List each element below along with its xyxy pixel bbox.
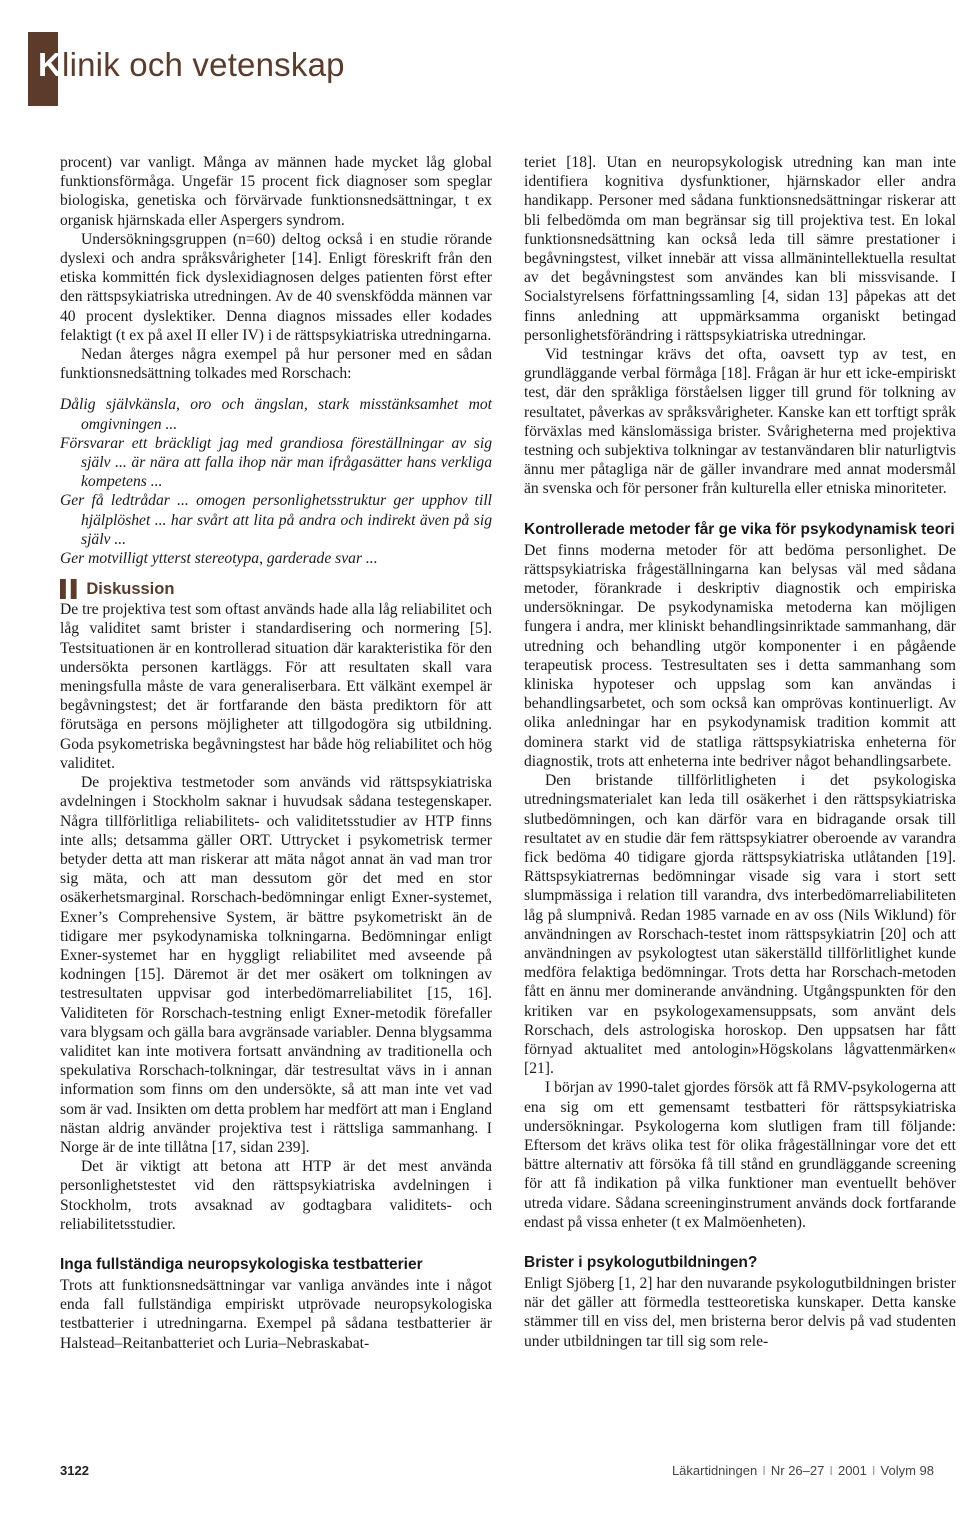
- paragraph: Den bristande tillförlitligheten i det psykologiska utredningsmaterialet kan leda till osäkerhet i den rättspsykiatriska slutbedömningen, och kan därför vara en bidragande orsak till resultatet av en studie där fem rättspsykiatrer oberoende av varandra fick bedöma 40 tidigare gjorda rättspsykiatriska utlåtanden [19]. Rättspsykiatrernas bedömningar visade sig vara i stort sett slumpmässiga i relation till varandra, dvs interbedömarreliabiliteten låg på slumpnivå. Redan 1985 varnade en av oss (Nils Wiklund) för användningen av Rorschach-testet inom rättspsykiatrin [20] och att användningen av psykologtest utan säkerställd tillförlitlighet kunde medföra felaktiga bedömningar. Trots detta har Rorschach-metoden fått en ännu mer dominerande användning. Utgångspunkten för den kritiken var en psykologexamensuppsats, som använt dels Rorschach, dels astrologiska horoskop. Den uppsatsen har fått förnyad aktualitet med antologin»Högskolans lågvattenmärken« [21].: [524, 772, 956, 1078]
- section-title-rest: linik och vetenskap: [62, 46, 345, 83]
- subheading: Brister i psykologutbildningen?: [524, 1253, 758, 1271]
- paragraph: Vid testningar krävs det ofta, oavsett typ av test, en grundläggande verbal förmåga [18]. Frågan är hur ett icke-empiriskt test, där den språkliga förståelsen ligger till grund för tolkning av resultatet, påverkas av språksvårigheter. Kanske kan ett torftigt språk förväxlas med känslomässiga brister. Svårigheterna med projektiva testning och subjektiva tolkningar av testanvändaren blir naturligtvis ännu mer påtagliga när de gäller invandrare med annat modersmål än svenska och för personer från kulturella eller etniska minoriteter.: [524, 346, 956, 498]
- paragraph: Trots att funktionsnedsättningar var vanliga användes inte i något enda fall fullständiga empiriskt utprövade neuropsykologiska testbatterier i utredningarna. Exempel på sådana testbatterier är Halstead–Reitanbatteriet och Luria–Nebraskabat-: [60, 1276, 492, 1352]
- year: 2001: [837, 1463, 867, 1478]
- heading-text: Diskussion: [86, 580, 175, 599]
- quote-list: [60, 395, 492, 568]
- separator: I: [829, 1463, 833, 1478]
- page-number: 3122: [60, 1463, 89, 1478]
- subheading: Inga fullständiga neuropsykologiska testbatterier: [60, 1255, 423, 1273]
- separator: I: [762, 1463, 766, 1478]
- paragraph: Det är viktigt att betona att HTP är det mest använda personlighetstestet vid den rättspsykiatriska avdelningen i Stockholm, trots avsaknad av godtagbara validitets- och reliabilitetsstudier.: [60, 1158, 492, 1233]
- separator: I: [871, 1463, 876, 1478]
- quote-item: Ger få ledtrådar ... omogen personlighetsstruktur ger upphov till hjälplöshet ... har svårt att lita på andra och indirekt även på sig själv ...: [60, 492, 492, 548]
- subheading: Kontrollerade metoder får ge vika för psykodynamisk teori: [524, 520, 955, 538]
- quote-item: Ger motvilligt ytterst stereotypa, garderade svar ...: [60, 550, 378, 568]
- paragraph: Undersökningsgruppen (n=60) deltog också i en studie rörande dyslexi och andra språksvårigheter [14]. Enligt föreskrift från den etiska kommittén fick dyslexidiagnosen delges patienten först efter den rättspsykiatriska utredningen. Av de 40 svenskfödda männen var 40 procent dyslektiker. Denna diagnos missades eller kodades felaktigt (t ex på axel II eller IV) i de rättspsykiatriska utredningarna.: [60, 230, 492, 344]
- paragraph: De tre projektiva test som oftast används hade alla låg reliabilitet och låg validitet samt brister i standardisering och normering [5]. Testsituationen är en kontrollerad situation där karakteristika för den undersökta personen kartläggs. För att resultaten skall vara meningsfulla måste de vara generaliserbara. Ett välkänt exempel är begåvningstest; det är fortfarande den bästa prediktorn för att förutsäga en persons möjligheter att tillgodogöra sig utbildning. Goda psykometriska begåvningstest har både hög reliabilitet och hög validitet.: [60, 601, 492, 772]
- volume: Volym 98: [880, 1463, 934, 1478]
- paragraph: I början av 1990-talet gjordes försök att få RMV-psykologerna att ena sig om ett gemensamt testbatteri för rättspsykiatriska undersökningar. Psykologerna kom slutligen fram till följande: Eftersom det krävs olika test för olika frågeställningar vore det ett bättre alternativ att försöka få till stånd en grundläggande screening för att få indikation på vilka funktioner man eventuellt behöver utreda vidare. Sådana screeninginstrument används dock fortfarande endast på vissa enheter (t ex Malmöenheten).: [524, 1079, 956, 1231]
- paragraph: De projektiva testmetoder som används vid rättspsykiatriska avdelningen i Stockholm saknar i huvudsak sådana testegenskaper. Några tillförlitliga reliabilitets- och validitetsstudier av HTP finns inte alls; detsamma gäller ORT. Uttrycket i psykometrisk termer betyder detta att man riskerar att mäta något annat än vad man tror sig mäta, och att man dessutom gör det med en stor osäkerhetsmarginal. Rorschach-bedömningar enligt Exner-systemet, Exner’s Comprehensive System, är bättre psykometriskt än de tidigare mer psykodynamiska tolkningarna. Bedömningar enligt Exner-systemet har en hyggligt reliabilitet med avseende på kodningen [15]. Däremot är det mer osäkert om tolkningen av testresultaten uppvisar god interbedömarreliabilitet [15, 16]. Validiteten för Rorschach-testning enligt Exner-metodik förefaller vara blygsam och gälla bara avgränsade variabler. Denna blygsamma validitet kan inte motivera fortsatt användning av traditionella och spekulativa Rorschach-tolkningar, där testresultat vävs in i annan information som finns om den undersökte, så att man inte vet vad som är vad. Insikten om detta problem har medfört att man i England nästan aldrig använder projektiva test i rättsliga sammanhang. I Norge är de inte tillåtna [17, sidan 239].: [60, 774, 492, 1156]
- heading-bars-icon: ▌▌: [60, 580, 82, 599]
- paragraph: Det finns moderna metoder för att bedöma personlighet. De rättspsykiatriska frågeställningarna kan belysas väl med sådana metoder, förankrade i deskriptiv diagnostik och empiriska undersökningar. De psykodynamiska metoderna kan möjligen fungera i andra, mer kliniskt behandlingsinriktade sammanhang, där utredning och behandling utgör komponenter i en pågående terapeutisk process. Testresultaten ses i detta sammanhang som kliniska hypoteser och uppslag som kan användas i behandlingsarbetet, och som också kan omprövas kontinuerligt. Av olika anledningar har en psykodynamisk tradition kommit att dominera starkt vid de statliga rättspsykiatriska enheterna för diagnostik, trots att enheterna inte bedriver något behandlingsarbete.: [524, 541, 956, 770]
- journal-info: [672, 1463, 934, 1478]
- quote-item: Dålig självkänsla, oro och ängslan, stark misstänksamhet mot omgivningen ...: [60, 396, 492, 433]
- paragraph: Enligt Sjöberg [1, 2] har den nuvarande psykologutbildningen brister när det gäller att förmedla testteoretiska kunskaper. Detta kanske stämmer till en viss del, men bristerna beror delvis på vad studenten under utbildningen tar till sig som rele-: [524, 1274, 956, 1350]
- paragraph: procent) var vanligt. Många av männen hade mycket låg global funktionsförmåga. Ungefär 15 procent fick diagnoser som speglar biologiska, genetiska och förvärvade funktionsnedsättningar, t ex organisk hjärnskada eller Aspergers syndrom.: [60, 154, 492, 229]
- section-heading-diskussion: [60, 580, 492, 599]
- quote-item: Försvarar ett bräckligt jag med grandiosa föreställningar av sig själv ... är nära att falla ihop när man ifrågasätter hans verkliga kompetens ...: [60, 434, 492, 491]
- left-column: [60, 153, 492, 1353]
- section-title-initial: K: [38, 46, 63, 83]
- paragraph: teriet [18]. Utan en neuropsykologisk utredning kan man inte identifiera kognitiva dysfunktioner, hjärnskador eller andra handikapp. Personer med sådana funktionsnedsättningar riskerar att bli felbedömda om man begränsar sig till projektiva test. En lokal funktionsnedsättning kan också leda till sämre prestationer i begåvningstest, vilket innebär att vissa allmänintellektuella resultat av det begåvningstest som användes kan bli missvisande. I Socialstyrelsens författningssamling [4, sidan 13] påpekas att det finns anledning att uppmärksamma organiskt betingad personlighetsförändring i rättspsykiatriska utredningar.: [524, 154, 956, 344]
- section-title: [38, 46, 345, 84]
- issue-number: Nr 26–27: [770, 1463, 825, 1478]
- journal-name: Läkartidningen: [671, 1463, 758, 1478]
- right-column: [524, 153, 956, 1351]
- paragraph: Nedan återges några exempel på hur personer med en sådan funktionsnedsättning tolkades med Rorschach:: [60, 346, 492, 383]
